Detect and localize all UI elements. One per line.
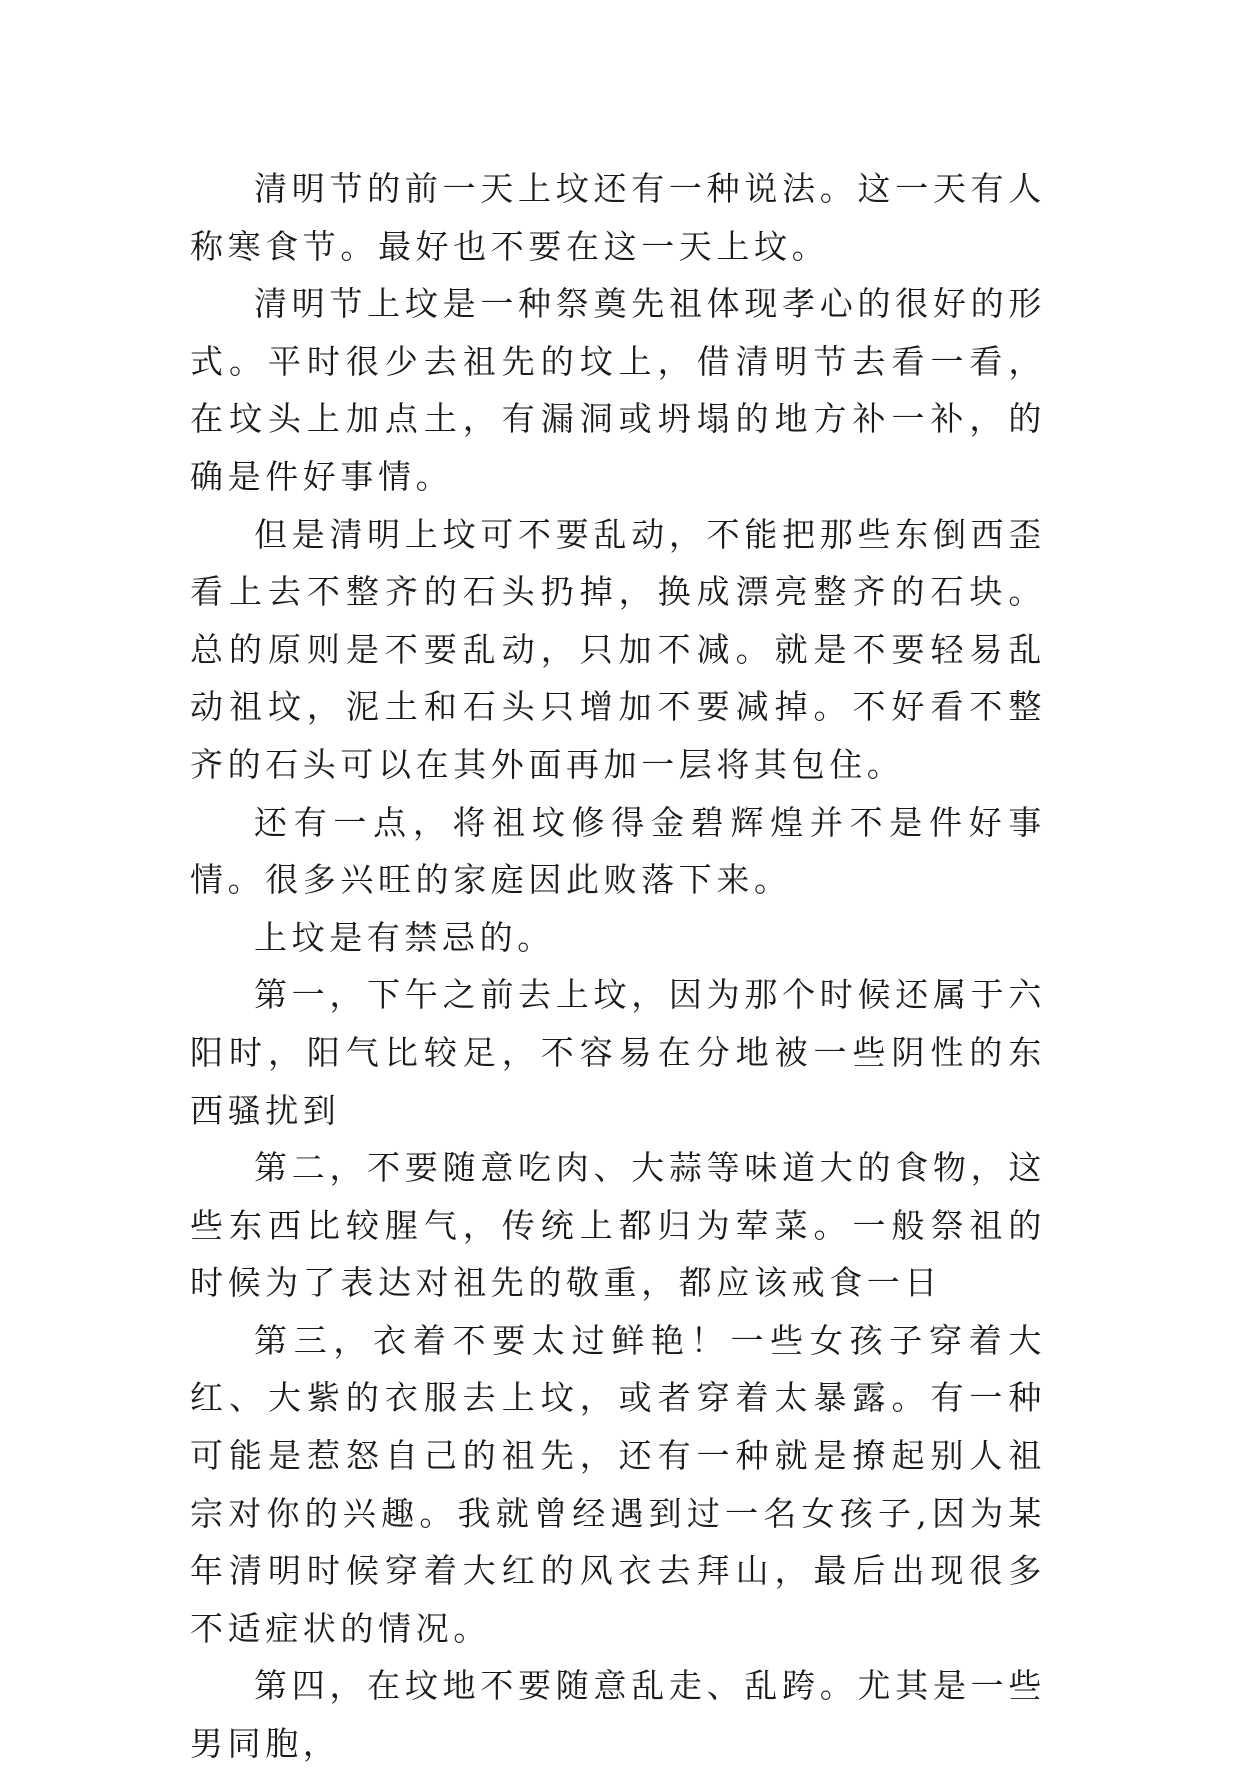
paragraph-taboo-3: 第三，衣着不要太过鲜艳！一些女孩子穿着大红、大紫的衣服去上坟，或者穿着太暴露。有一种可能是惹怒自己的祖先，还有一种就是撩起别人祖宗对你的兴趣。我就曾经遇到过一名女孩子,因为某年清明时候穿着大红的风衣去拜山，最后出现很多不适症状的情况。 [190,1320,1046,1648]
paragraph-qingming-form: 清明节上坟是一种祭奠先祖体现孝心的很好的形式。平时很少去祖先的坟上，借清明节去看一看，在坟头上加点土，有漏洞或坍塌的地方补一补，的确是件好事情。 [190,284,1046,496]
paragraph-dont-move: 但是清明上坟可不要乱动，不能把那些东倒西歪看上去不整齐的石头扔掉，换成漂亮整齐的石块。总的原则是不要乱动，只加不减。就是不要轻易乱动祖坟，泥土和石头只增加不要减掉。不好看不整齐的石头可以在其外面再加一层将其包住。 [190,514,1046,784]
paragraph-luxury-grave: 还有一点，将祖坟修得金碧辉煌并不是件好事情。很多兴旺的家庭因此败落下来。 [190,802,1046,900]
paragraph-hanshi: 清明节的前一天上坟还有一种说法。这一天有人称寒食节。最好也不要在这一天上坟。 [190,169,1046,266]
paragraph-taboos-intro: 上坟是有禁忌的。 [254,917,555,957]
paragraph-taboo-4: 第四，在坟地不要随意乱走、乱跨。尤其是一些男同胞， [190,1666,1046,1764]
paragraph-taboo-1: 第一，下午之前去上坟，因为那个时候还属于六阳时，阳气比较足，不容易在分地被一些阴性的东西骚扰到 [190,975,1046,1130]
paragraph-taboo-2: 第二，不要随意吃肉、大蒜等味道大的食物，这些东西比较腥气，传统上都归为荤菜。一般祭祖的时候为了表达对祖先的敬重，都应该戒食一日 [190,1148,1046,1303]
document-body [190,160,1046,1773]
